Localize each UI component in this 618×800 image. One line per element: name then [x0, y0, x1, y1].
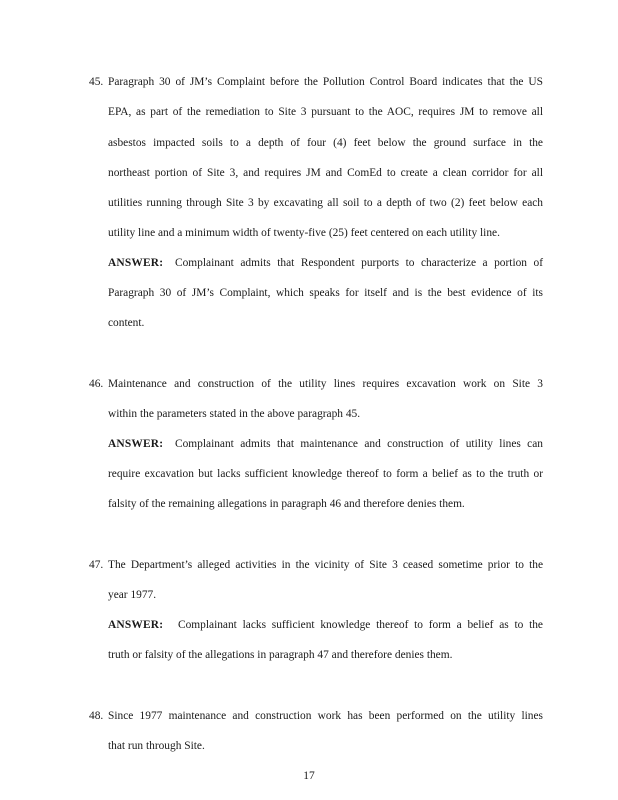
paragraph-line: Paragraph 30 of JM’s Complaint before the Pollution Control Board indicates that the US [108, 76, 543, 88]
answer-line: falsity of the remaining allegations in paragraph 46 and therefore denies them. [108, 498, 465, 510]
answer-line: require excavation but lacks sufficient knowledge thereof to form a belief as to the truth or [108, 468, 543, 480]
paragraph-number: 45. [89, 76, 104, 88]
answer-line: Paragraph 30 of JM’s Complaint, which speaks for itself and is the best evidence of its [108, 287, 543, 299]
paragraph-line: year 1977. [108, 589, 157, 601]
paragraph-line: Since 1977 maintenance and construction work has been performed on the utility lines [108, 710, 543, 722]
answer-label: ANSWER: [108, 619, 164, 631]
paragraph-line: within the parameters stated in the above paragraph 45. [108, 408, 361, 420]
answer-line: content. [108, 317, 145, 329]
paragraph-number: 47. [89, 559, 104, 571]
paragraph-line: EPA, as part of the remediation to Site 3 pursuant to the AOC, requires JM to remove all [108, 106, 543, 118]
answer-label: ANSWER: [108, 438, 164, 450]
paragraph-line: asbestos impacted soils to a depth of four (4) feet below the ground surface in the [108, 137, 543, 149]
answer-line: Complainant admits that maintenance and construction of utility lines can [175, 438, 543, 450]
answer-line: truth or falsity of the allegations in paragraph 47 and therefore denies them. [108, 649, 453, 661]
page-number: 17 [303, 770, 315, 782]
paragraph-number: 46. [89, 378, 104, 390]
paragraph-line: northeast portion of Site 3, and requires JM and ComEd to create a clean corridor for all [108, 167, 543, 179]
paragraph-line: The Department’s alleged activities in the vicinity of Site 3 ceased sometime prior to the [108, 559, 543, 571]
paragraph-number: 48. [89, 710, 104, 722]
answer-line: Complainant admits that Respondent purports to characterize a portion of [175, 257, 543, 269]
paragraph-line: utilities running through Site 3 by excavating all soil to a depth of two (2) feet below each [108, 197, 543, 209]
paragraph-line: utility line and a minimum width of twenty-five (25) feet centered on each utility line. [108, 227, 500, 239]
paragraph-line: that run through Site. [108, 740, 205, 752]
answer-line: Complainant lacks sufficient knowledge thereof to form a belief as to the [178, 619, 543, 631]
paragraph-line: Maintenance and construction of the utility lines requires excavation work on Site 3 [108, 378, 543, 390]
answer-label: ANSWER: [108, 257, 164, 269]
